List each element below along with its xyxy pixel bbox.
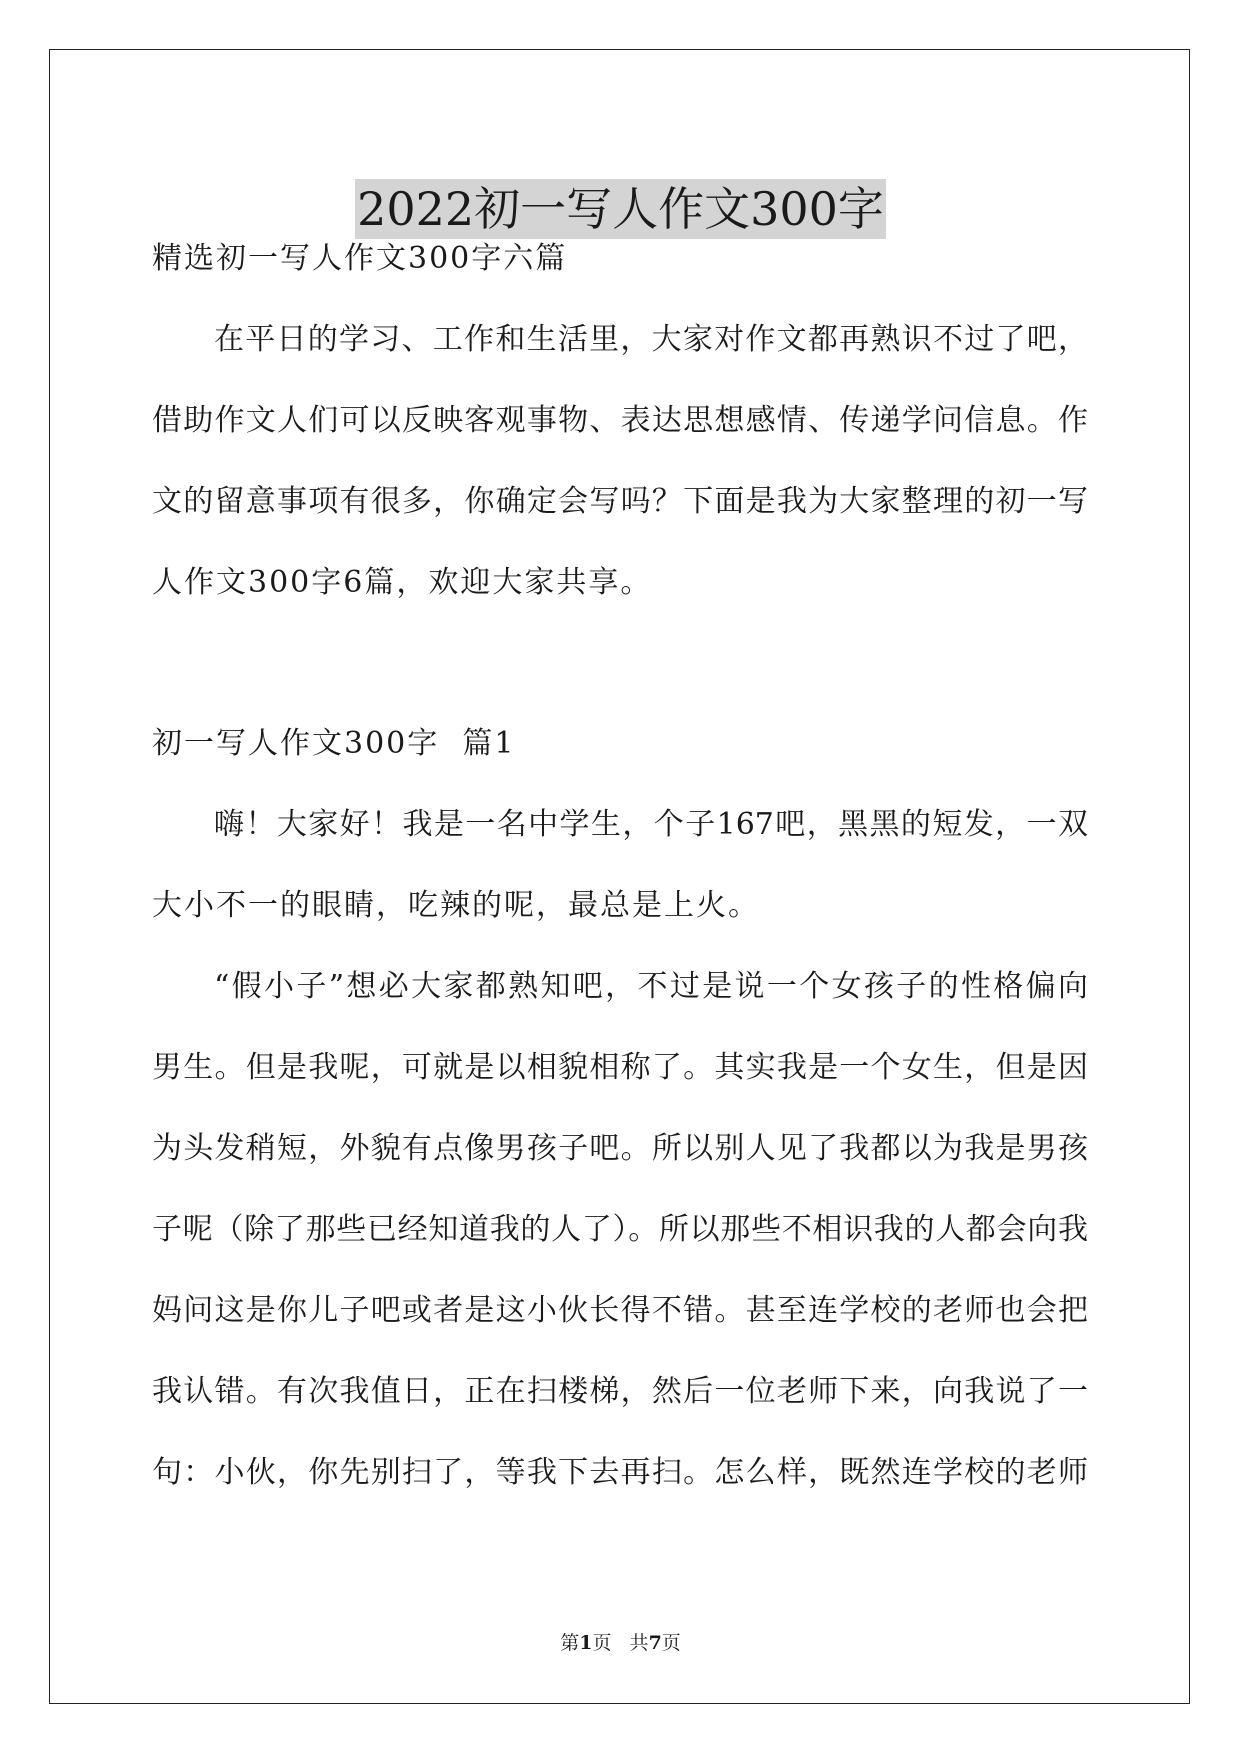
footer-prefix: 第 xyxy=(560,1632,580,1654)
footer-total-pages: 7 xyxy=(648,1632,662,1654)
page-footer xyxy=(0,1628,1241,1655)
paragraph-line: 为头发稍短，外貌有点像男孩子吧。所以别人见了我都以为我是男孩 xyxy=(152,1131,1088,1166)
paragraph-line: 我认错。有次我值日，正在扫楼梯，然后一位老师下来，向我说了一 xyxy=(152,1374,1088,1409)
section-heading: 初一写人作文300字 篇1 xyxy=(152,726,516,761)
intro-line: 人作文300字6篇，欢迎大家共享。 xyxy=(152,565,653,600)
footer-suffix: 页 xyxy=(661,1632,681,1654)
paragraph-line: 大小不一的眼睛，吃辣的呢，最总是上火。 xyxy=(152,888,760,923)
document-title: 2022初一写人作文300字 xyxy=(355,179,886,239)
paragraph-line: “假小子”想必大家都熟知吧，不过是说一个女孩子的性格偏向 xyxy=(214,969,1088,1004)
footer-mid: 页 共 xyxy=(592,1632,649,1654)
intro-line: 借助作文人们可以反映客观事物、表达思想感情、传递学问信息。作 xyxy=(152,403,1088,438)
paragraph-line: 男生。但是我呢，可就是以相貌相称了。其实我是一个女生，但是因 xyxy=(152,1050,1088,1085)
subtitle: 精选初一写人作文300字六篇 xyxy=(152,241,568,276)
intro-line: 文的留意事项有很多，你确定会写吗？下面是我为大家整理的初一写 xyxy=(152,484,1088,519)
paragraph-line: 子呢（除了那些已经知道我的人了）。所以那些不相识我的人都会向我 xyxy=(152,1212,1088,1247)
paragraph-line: 嗨！大家好！我是一名中学生，个子167吧，黑黑的短发，一双 xyxy=(214,807,1088,842)
footer-page-number: 1 xyxy=(579,1632,593,1654)
paragraph-line: 妈问这是你儿子吧或者是这小伙长得不错。甚至连学校的老师也会把 xyxy=(152,1293,1088,1328)
paragraph-line: 句：小伙，你先别扫了，等我下去再扫。怎么样，既然连学校的老师 xyxy=(152,1455,1088,1490)
document-body xyxy=(152,236,1088,1531)
section-gap xyxy=(152,641,1088,721)
intro-line: 在平日的学习、工作和生活里，大家对作文都再熟识不过了吧， xyxy=(214,322,1088,357)
